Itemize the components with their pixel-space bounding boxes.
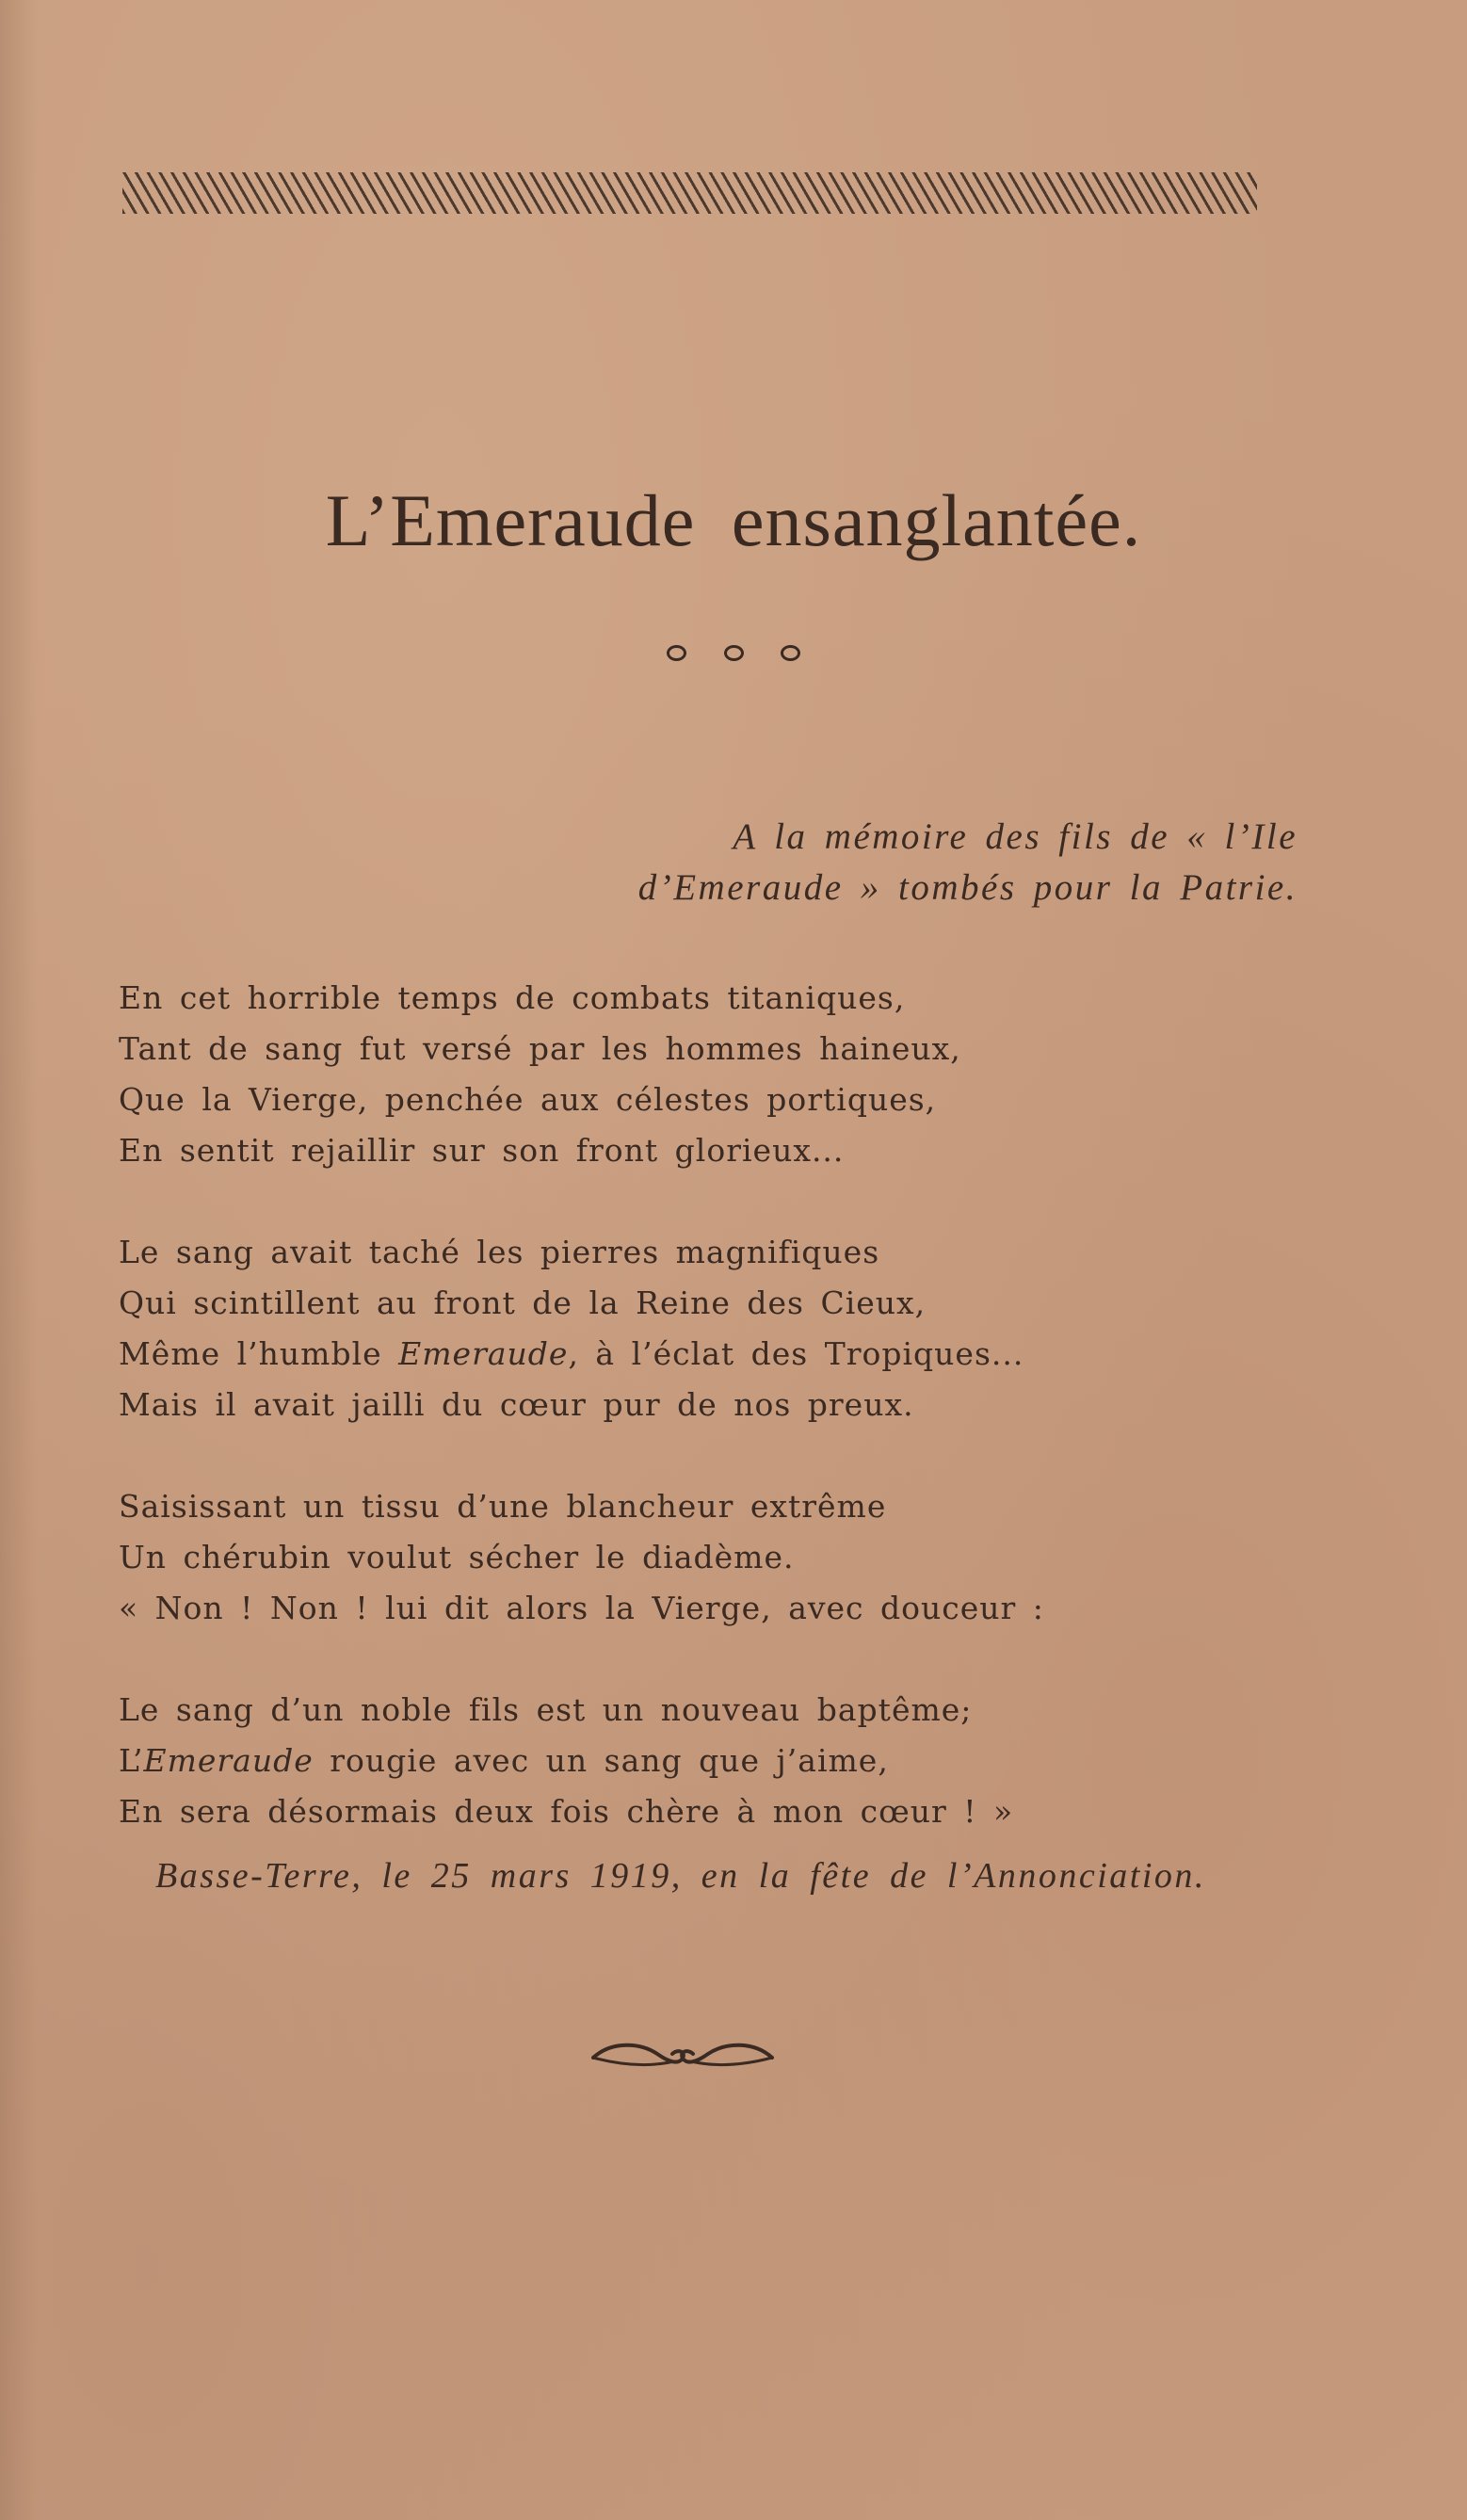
verse-line: Le sang d’un noble fils est un nouveau baptême;: [119, 1691, 973, 1728]
flourish-ornament-icon: [584, 2037, 782, 2075]
place-and-date: Basse-Terre, le 25 mars 1919, en la fête de l’Annonciation.: [155, 1856, 1206, 1896]
verse-line: Un chérubin voulut sécher le diadème.: [119, 1539, 795, 1575]
dedication: [638, 812, 1298, 913]
circle-icon: [781, 645, 800, 661]
verse-line: Le sang avait taché les pierres magnifiques: [119, 1234, 880, 1270]
dedication-line: A la mémoire des fils de « l’Ile: [733, 816, 1298, 857]
stanza: [119, 1481, 1044, 1634]
verse-line: « Non ! Non ! lui dit alors la Vierge, avec douceur :: [119, 1590, 1044, 1626]
verse-line: En sentit rejaillir sur son front glorieux...: [119, 1132, 845, 1169]
stanza: [119, 1685, 1044, 1837]
verse-line: En cet horrible temps de combats titaniques,: [119, 979, 906, 1016]
stanza: [119, 973, 1044, 1176]
verse-line: Même l’humble Emeraude, à l’éclat des Tropiques...: [119, 1335, 1024, 1372]
dedication-line: d’Emeraude » tombés pour la Patrie.: [637, 867, 1298, 908]
circle-icon: [724, 645, 744, 661]
verse-line: En sera désormais deux fois chère à mon cœur ! »: [119, 1793, 1014, 1830]
verse-line: Mais il avait jailli du cœur pur de nos preux.: [119, 1386, 914, 1423]
circle-icon: [667, 645, 686, 661]
verse-line: Qui scintillent au front de la Reine des Cieux,: [119, 1284, 927, 1321]
stanza: [119, 1227, 1044, 1430]
verse-line: Saisissant un tissu d’une blancheur extrême: [119, 1488, 887, 1525]
page-edge-shadow: [0, 0, 38, 2520]
verse-line: L’Emeraude rougie avec un sang que j’aime,: [119, 1742, 889, 1779]
italic-word: Emeraude: [143, 1742, 314, 1779]
circle-ornament: [0, 643, 1467, 671]
poem-title: L’Emeraude ensanglantée.: [325, 479, 1142, 561]
verse-line: Que la Vierge, penchée aux célestes portiques,: [119, 1081, 937, 1118]
italic-word: Emeraude: [398, 1335, 569, 1372]
hatched-ornament-bar: [122, 172, 1257, 214]
verse-line: Tant de sang fut versé par les hommes haineux,: [119, 1030, 961, 1067]
poem-body: [119, 973, 1044, 1888]
